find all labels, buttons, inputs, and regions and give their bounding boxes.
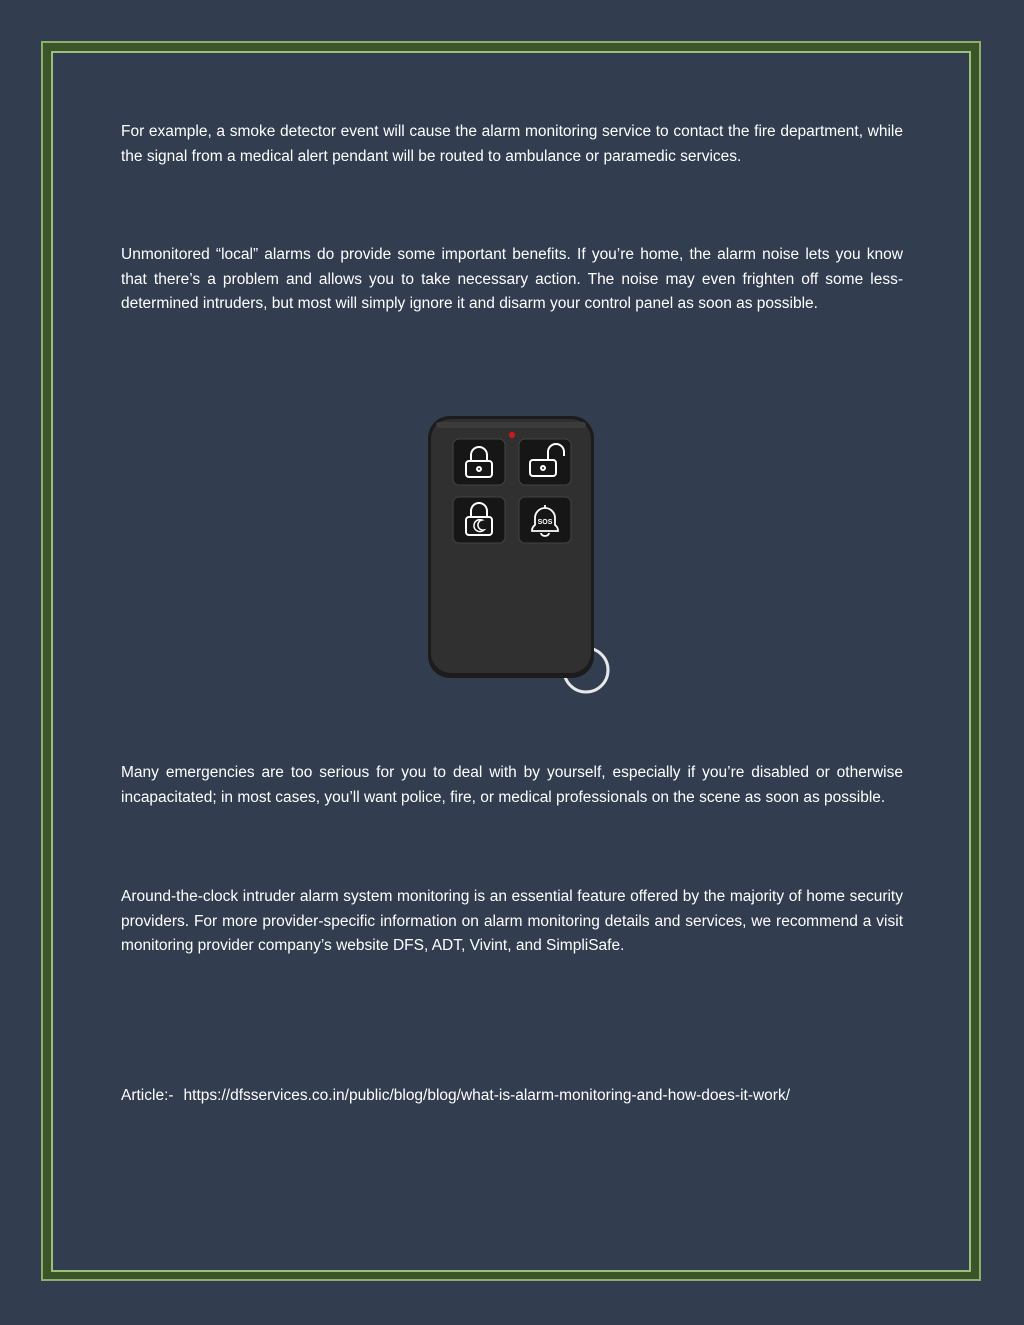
lock-button[interactable] xyxy=(453,439,505,485)
paragraph-smoke-detector: For example, a smoke detector event will cause the alarm monitoring service to contact the fire department, while the signal from a medical alert pendant will be routed to ambulance or paramedic services. xyxy=(121,123,903,165)
paragraph-emergencies: Many emergencies are too serious for you to deal with by yourself, especially if you’re disabled or otherwise incapacitated; in most cases, you’ll want police, fire, or medical professionals on the scene as soon as possible. xyxy=(121,764,903,806)
remote-key-fob-svg xyxy=(420,410,620,700)
paragraph-local-alarms: Unmonitored “local” alarms do provide some important benefits. If you’re home, the alarm noise lets you know that there’s a problem and allows you to take necessary action. The noise may even frighten off some less-determined intruders, but most will simply ignore it and disarm your control panel as soon as possible. xyxy=(121,246,903,312)
article-link[interactable]: https://dfsservices.co.in/public/blog/blog/what-is-alarm-monitoring-and-how-does-it-work/ xyxy=(183,1087,791,1104)
remote-key-fob-image xyxy=(420,410,620,700)
unlock-button[interactable] xyxy=(519,439,571,485)
sos-label: SOS xyxy=(537,519,553,526)
paragraph-around-the-clock: Around-the-clock intruder alarm system monitoring is an essential feature offered by the majority of home security providers. For more provider-specific information on alarm monitoring details and services, we recommend a visit monitoring provider company’s website DFS, ADT, Vivint, and SimpliSafe. xyxy=(121,888,903,954)
sos-button[interactable] xyxy=(519,497,571,543)
led-indicator xyxy=(509,432,515,438)
night-lock-button[interactable] xyxy=(453,497,505,543)
fob-highlight xyxy=(436,422,586,428)
article-reference xyxy=(121,1084,790,1109)
article-label: Article:- xyxy=(121,1087,174,1104)
